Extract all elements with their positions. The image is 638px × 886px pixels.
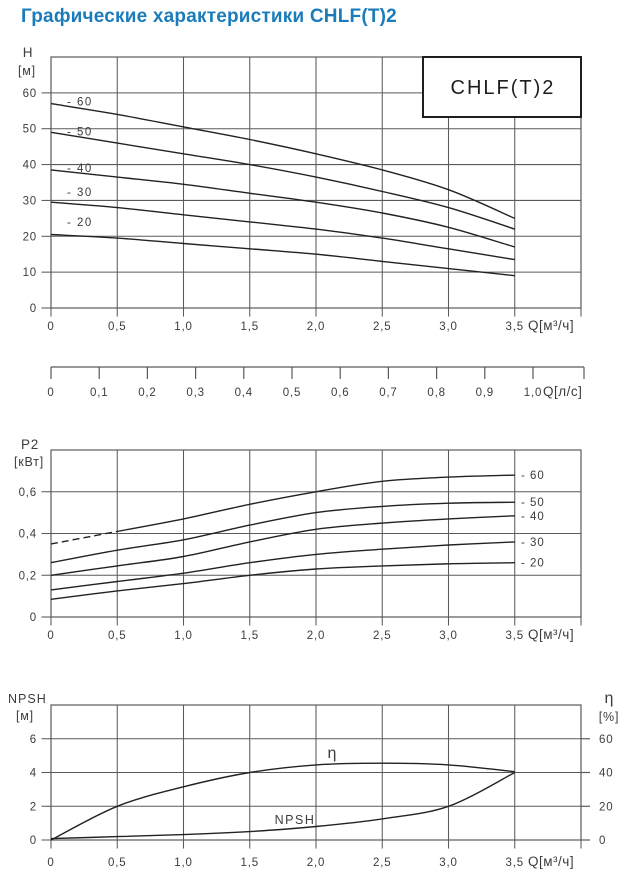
x-tick-label: 2,0	[306, 630, 326, 642]
y-tick-label: 0	[29, 612, 37, 624]
x-tick-label: 0	[47, 857, 55, 869]
x-tick-label: 2,5	[373, 630, 392, 642]
x-tick-label: 0,4	[234, 387, 253, 399]
y-tick-label: 50	[22, 123, 37, 136]
y-tick-label: 6	[29, 733, 37, 746]
y-tick-label: 4	[29, 767, 37, 780]
x-tick-label: 3,5	[505, 857, 524, 869]
y-axis-label: P2	[20, 437, 40, 452]
x-axis-unit: Q[л/с]	[543, 384, 583, 399]
curve-label--20: - 20	[521, 557, 545, 570]
curve-label-eta: η	[327, 745, 337, 762]
x-tick-label: 1,5	[240, 857, 259, 869]
head-chart	[18, 45, 581, 333]
y-tick-label: 0,6	[18, 486, 37, 499]
curve-label--30: - 30	[521, 536, 545, 549]
x-tick-label: 2,5	[373, 321, 392, 333]
curve-label--40: - 40	[521, 510, 545, 523]
y-tick-label: 60	[22, 87, 37, 100]
x-tick-label: 3,5	[505, 630, 524, 642]
x-tick-label: 1,0	[523, 387, 543, 399]
y-tick-label: 20	[22, 231, 37, 244]
x-tick-label: 1,5	[240, 321, 259, 333]
y-axis-unit: [м]	[18, 64, 36, 78]
x-tick-label: 0,3	[186, 387, 205, 399]
x-tick-label: 0,5	[108, 857, 127, 869]
x-tick-label: 0,8	[427, 387, 446, 399]
y-axis-unit: [кВт]	[13, 455, 45, 469]
power-chart	[14, 437, 581, 642]
right-axis-label: η	[604, 690, 614, 707]
right-tick-label: 60	[599, 733, 614, 746]
x-tick-label: 3,0	[439, 321, 458, 333]
x-tick-label: 1,0	[174, 857, 193, 869]
x-tick-label: 1,5	[240, 630, 259, 642]
right-tick-label: 20	[599, 801, 614, 814]
x-tick-label: 2,0	[306, 857, 326, 869]
left-axis-label: NPSH	[8, 692, 47, 706]
x-tick-label: 0	[47, 387, 55, 399]
x-tick-label: 0,5	[282, 387, 302, 399]
x-tick-label: 2,0	[306, 321, 326, 333]
curve--20	[51, 235, 515, 276]
y-tick-label: 0,2	[18, 570, 37, 583]
y-tick-label: 40	[22, 159, 37, 172]
y-tick-label: 0	[29, 835, 37, 847]
x-tick-label: 0,5	[108, 630, 127, 642]
x-tick-label: 3,0	[439, 857, 458, 869]
x-tick-label: 3,5	[505, 321, 524, 333]
x-tick-label: 0,9	[475, 387, 494, 399]
x-tick-label: 0,1	[90, 387, 109, 399]
curve-label--60: - 60	[67, 96, 93, 109]
y-tick-label: 10	[22, 267, 37, 280]
x-tick-label: 0	[47, 321, 55, 333]
x-tick-label: 1,0	[174, 321, 193, 333]
curve-label--30: - 30	[67, 187, 93, 200]
curve--60	[51, 104, 515, 219]
y-tick-label: 0,4	[18, 528, 37, 541]
x-tick-label: 0,2	[138, 387, 157, 399]
curve-eta	[51, 763, 515, 840]
page-title: Графические характеристики CHLF(T)2	[21, 6, 397, 27]
x-tick-label: 0,6	[331, 387, 350, 399]
curve-label--60: - 60	[521, 470, 545, 483]
npsh-efficiency-chart	[8, 690, 619, 869]
right-tick-label: 40	[599, 767, 614, 780]
x-tick-label: 2,5	[373, 857, 392, 869]
curve-label--50: - 50	[67, 126, 93, 139]
x-axis-unit: Q[м³/ч]	[528, 318, 575, 333]
curve-label--20: - 20	[67, 216, 93, 229]
curve-label--50: - 50	[521, 497, 545, 510]
model-label: CHLF(T)2	[450, 77, 556, 99]
x-tick-label: 0,7	[379, 387, 398, 399]
x-tick-label: 0	[47, 630, 55, 642]
x-tick-label: 0,5	[108, 321, 127, 333]
y-tick-label: 0	[29, 303, 37, 315]
y-tick-label: 2	[29, 801, 37, 814]
right-tick-label: 0	[599, 835, 607, 847]
y-tick-label: 30	[22, 195, 37, 208]
x-tick-label: 1,0	[174, 630, 193, 642]
y-axis-label: H	[22, 45, 34, 60]
x-axis-unit: Q[м³/ч]	[528, 854, 575, 869]
x-tick-label: 3,0	[439, 630, 458, 642]
curve-label--40: - 40	[67, 162, 93, 175]
x-axis-unit: Q[м³/ч]	[528, 627, 575, 642]
curve--50	[51, 502, 515, 563]
curve-label-npsh: NPSH	[274, 813, 316, 827]
flow-axis-lps	[47, 367, 584, 399]
left-axis-unit: [м]	[16, 709, 34, 723]
right-axis-unit: [%]	[598, 710, 620, 724]
